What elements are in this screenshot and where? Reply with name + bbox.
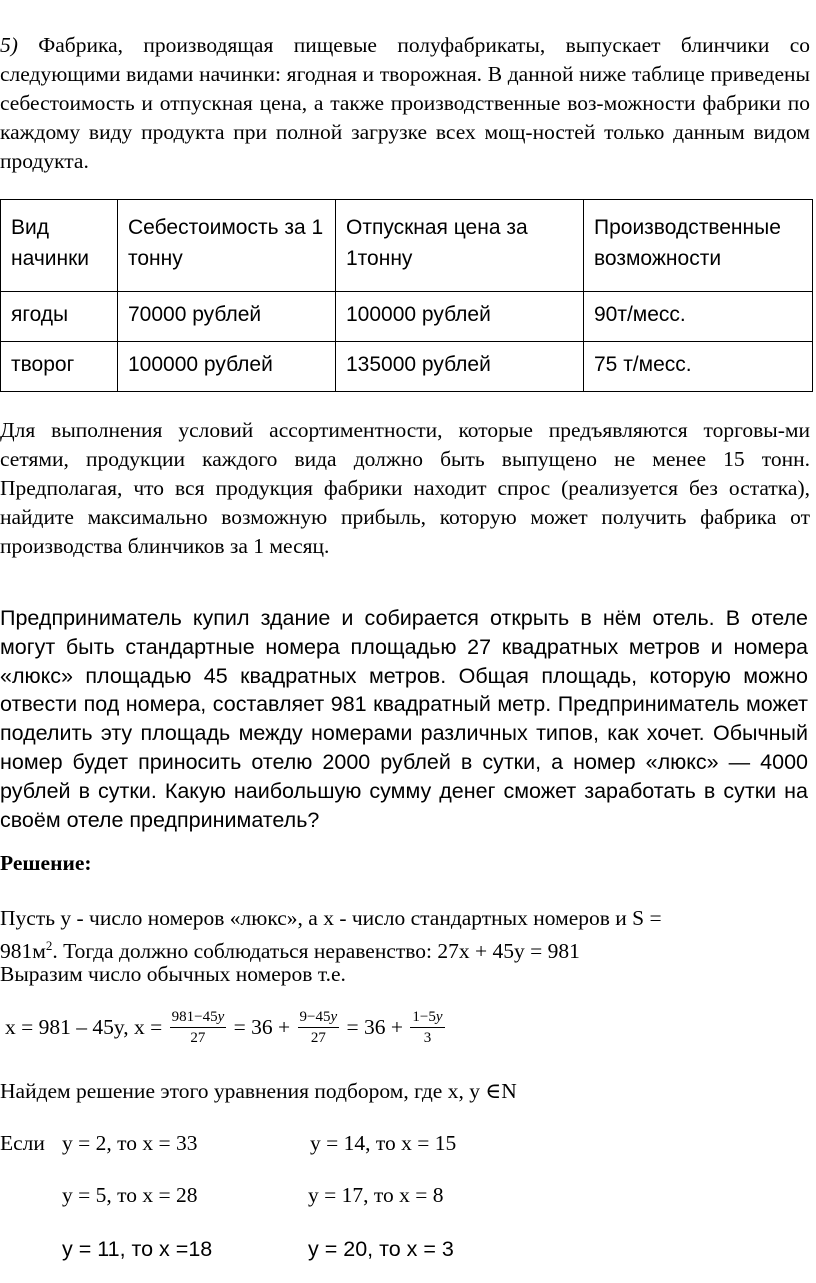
table-header-row	[1, 200, 813, 292]
formula-part-3: = 36 +	[341, 1015, 409, 1039]
table-row	[1, 342, 813, 392]
solution-line-3: Выразим число обычных номеров т.е.	[0, 962, 346, 986]
table-cell: 90т/месс.	[584, 292, 813, 342]
case-1: y = 2, то x = 33	[62, 1131, 198, 1155]
table-cell: 70000 рублей	[118, 292, 336, 342]
table-cell: 75 т/месс.	[584, 342, 813, 392]
case-4: y = 17, то x = 8	[308, 1183, 444, 1207]
formula-part-1: x = 981 – 45y, x =	[5, 1015, 168, 1039]
table-header-cell: Вид начинки	[1, 200, 118, 292]
fraction-2-denominator: 27	[310, 1030, 326, 1046]
table-cell: 100000 рублей	[336, 292, 584, 342]
cases-prefix: Если	[0, 1131, 45, 1155]
product-table	[0, 199, 813, 392]
table-row	[1, 292, 813, 342]
fraction-3	[410, 1007, 444, 1048]
table-header-cell: Производственные возможности	[584, 200, 813, 292]
table-cell: ягоды	[1, 292, 118, 342]
problem-5-text	[0, 31, 810, 176]
fraction-2-numerator: 9−45y	[298, 1007, 340, 1028]
case-2: y = 14, то x = 15	[310, 1131, 457, 1155]
problem-6-text: Предприниматель купил здание и собирается открыть в нём отель. В отеле могут быть стандартные номера площадью 27 квадратных метров и номера «люкс» площадью 45 квадратных метров. Общая площадь, которую можно отвести под номера, составляет 981 квадратный метр. Предприниматель может поделить эту площадь между номерами различных типов, как хочет. Обычный номер будет приносить отелю 2000 рублей в сутки, а номер «люкс» — 4000 рублей в сутки. Какую наибольшую сумму денег сможет заработать в сутки на своём отеле предприниматель?	[0, 606, 808, 832]
problem-5-conditions: Для выполнения условий ассортиментности, которые предъявляются торговы-ми сетями, продукции каждого вида должно быть выпущено не менее 15 тонн. Предполагая, что вся продукция фабрики находит спрос (реализуется без остатка), найдите максимально возможную прибыль, которую может получить фабрика от производства блинчиков за 1 месяц.	[0, 418, 810, 558]
superscript-2: 2	[45, 938, 53, 953]
problem-number: 5)	[0, 33, 18, 57]
table-cell: творог	[1, 342, 118, 392]
fraction-1	[170, 1007, 227, 1048]
formula-part-2: = 36 +	[228, 1015, 296, 1039]
table-cell: 135000 рублей	[336, 342, 584, 392]
solution-line-4: Найдем решение этого уравнения подбором, где x, y ∈N	[0, 1079, 517, 1103]
solution-heading: Решение:	[0, 851, 92, 875]
solution-line-1: Пусть y - число номеров «люкс», а x - число стандартных номеров и S =	[0, 906, 662, 930]
table-header-cell: Себестоимость за 1 тонну	[118, 200, 336, 292]
fraction-3-denominator: 3	[423, 1030, 432, 1046]
fraction-1-numerator: 981−45y	[170, 1007, 227, 1028]
case-3: y = 5, то x = 28	[62, 1183, 198, 1207]
solution-line-2-b: . Тогда должно соблюдаться неравенство: 27x + 45y = 981	[52, 939, 580, 964]
table-cell: 100000 рублей	[118, 342, 336, 392]
fraction-1-denominator: 27	[190, 1030, 206, 1046]
case-5: y = 11, то x =18	[62, 1237, 213, 1261]
solution-line-2-a: 981м	[0, 939, 46, 964]
fraction-3-numerator: 1−5y	[410, 1007, 444, 1028]
formula-line	[5, 1007, 447, 1048]
problem-5-body: Фабрика, производящая пищевые полуфабрикаты, выпускает блинчики со следующими видами начинки: ягодная и творожная. В данной ниже таблице приведены себестоимость и отпускная цена, а также производственные воз-можности фабрики по каждому виду продукта при полной загрузке всех мощ-ностей только данным видом продукта.	[0, 33, 810, 173]
fraction-2	[298, 1007, 340, 1048]
case-6: y = 20, то x = 3	[308, 1237, 454, 1261]
table-header-cell: Отпускная цена за 1тонну	[336, 200, 584, 292]
